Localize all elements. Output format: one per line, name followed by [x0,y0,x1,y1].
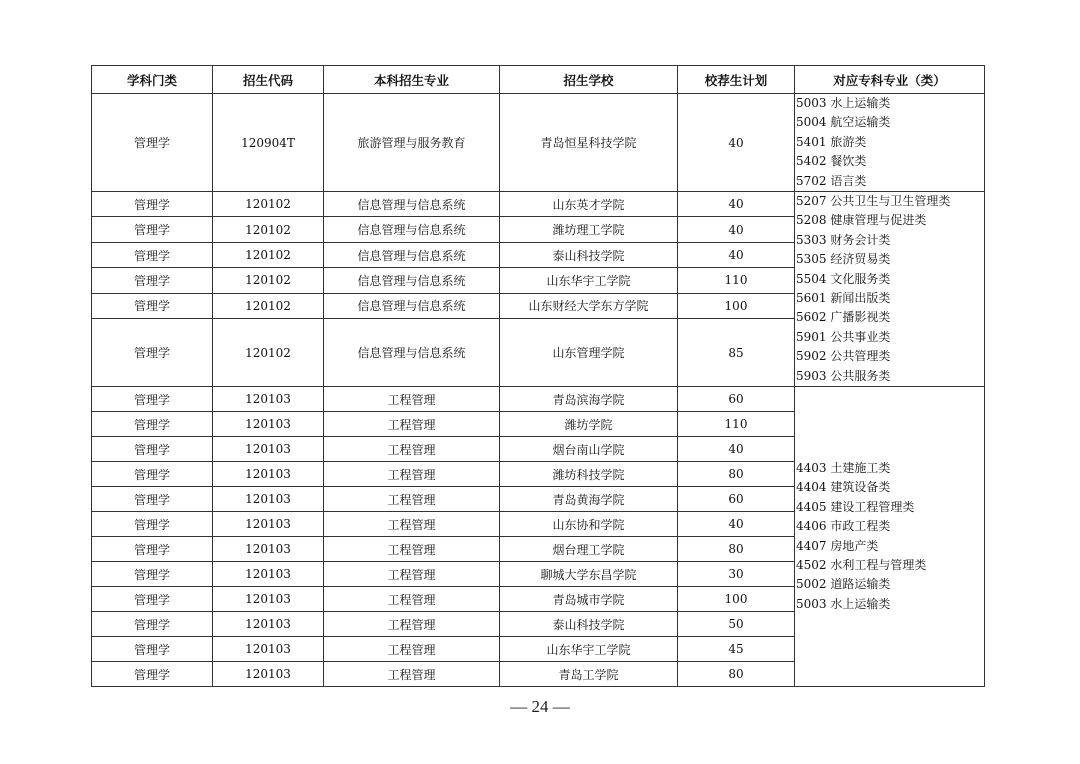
plan-cell: 80 [678,462,795,487]
category-cell: 管理学 [92,192,213,217]
specialty-item: 5303 财务会计类 [796,232,891,247]
specialty-list [796,94,984,191]
category-cell: 管理学 [92,462,213,487]
category-cell: 管理学 [92,487,213,512]
school-cell: 山东协和学院 [500,512,678,537]
major-cell: 信息管理与信息系统 [324,293,500,318]
school-cell: 青岛工学院 [500,662,678,687]
major-cell: 工程管理 [324,512,500,537]
specialty-item: 4406 市政工程类 [796,519,891,534]
code-cell: 120103 [213,587,324,612]
specialty-item: 5003 水上运输类 [796,596,891,611]
category-cell: 管理学 [92,242,213,267]
plan-cell: 45 [678,637,795,662]
school-cell: 聊城大学东昌学院 [500,562,678,587]
major-cell: 工程管理 [324,662,500,687]
plan-cell: 40 [678,242,795,267]
plan-cell: 50 [678,612,795,637]
specialty-list-cell [795,387,985,687]
category-cell: 管理学 [92,437,213,462]
category-cell: 管理学 [92,537,213,562]
specialty-item: 5207 公共卫生与卫生管理类 [796,194,951,209]
school-cell: 山东华宇工学院 [500,268,678,293]
major-cell: 工程管理 [324,387,500,412]
specialty-item: 5002 道路运输类 [796,577,891,592]
specialty-item: 5702 语言类 [796,173,867,188]
school-cell: 山东管理学院 [500,318,678,386]
specialty-item: 5003 水上运输类 [796,96,891,110]
plan-cell: 80 [678,537,795,562]
school-cell: 青岛滨海学院 [500,387,678,412]
code-cell: 120102 [213,293,324,318]
major-cell: 工程管理 [324,437,500,462]
header-cell: 学科门类 [92,66,213,94]
plan-cell: 110 [678,412,795,437]
plan-cell: 85 [678,318,795,386]
table-row [92,387,985,412]
category-cell: 管理学 [92,587,213,612]
category-cell: 管理学 [92,217,213,242]
category-cell: 管理学 [92,94,213,192]
admission-table [91,65,985,687]
header-cell: 本科招生专业 [324,66,500,94]
specialty-item: 4407 房地产类 [796,538,879,553]
major-cell: 工程管理 [324,587,500,612]
code-cell: 120103 [213,612,324,637]
major-cell: 工程管理 [324,537,500,562]
code-cell: 120102 [213,242,324,267]
plan-cell: 40 [678,192,795,217]
specialty-item: 5901 公共事业类 [796,329,891,344]
category-cell: 管理学 [92,387,213,412]
header-cell: 对应专科专业（类） [795,66,985,94]
major-cell: 工程管理 [324,487,500,512]
plan-cell: 40 [678,94,795,192]
major-cell: 信息管理与信息系统 [324,192,500,217]
specialty-item: 5601 新闻出版类 [796,291,891,306]
major-cell: 信息管理与信息系统 [324,242,500,267]
code-cell: 120103 [213,387,324,412]
major-cell: 信息管理与信息系统 [324,217,500,242]
code-cell: 120102 [213,217,324,242]
school-cell: 山东财经大学东方学院 [500,293,678,318]
plan-cell: 110 [678,268,795,293]
plan-cell: 100 [678,587,795,612]
specialty-list [796,459,984,614]
school-cell: 青岛城市学院 [500,587,678,612]
category-cell: 管理学 [92,512,213,537]
school-cell: 泰山科技学院 [500,612,678,637]
category-cell: 管理学 [92,293,213,318]
specialty-item: 5902 公共管理类 [796,349,891,364]
code-cell: 120103 [213,637,324,662]
major-cell: 工程管理 [324,412,500,437]
plan-cell: 60 [678,387,795,412]
code-cell: 120103 [213,437,324,462]
code-cell: 120103 [213,662,324,687]
specialty-item: 5903 公共服务类 [796,368,891,383]
specialty-item: 5401 旅游类 [796,134,867,149]
major-cell: 工程管理 [324,612,500,637]
major-cell: 旅游管理与服务教育 [324,94,500,192]
specialty-item: 5208 健康管理与促进类 [796,213,927,228]
header-cell: 招生代码 [213,66,324,94]
table-row [92,192,985,217]
code-cell: 120103 [213,537,324,562]
plan-cell: 100 [678,293,795,318]
header-row [92,66,985,94]
page-number: — 24 — [510,697,570,716]
specialty-item: 4403 土建施工类 [796,460,891,475]
specialty-item: 5602 广播影视类 [796,310,891,325]
school-cell: 潍坊科技学院 [500,462,678,487]
specialty-list-cell [795,94,985,192]
code-cell: 120103 [213,412,324,437]
plan-cell: 40 [678,512,795,537]
specialty-item: 5305 经济贸易类 [796,252,891,267]
category-cell: 管理学 [92,412,213,437]
school-cell: 青岛恒星科技学院 [500,94,678,192]
plan-cell: 40 [678,437,795,462]
code-cell: 120102 [213,318,324,386]
specialty-item: 5004 航空运输类 [796,115,891,130]
specialty-item: 4404 建筑设备类 [796,480,891,495]
school-cell: 潍坊学院 [500,412,678,437]
major-cell: 工程管理 [324,562,500,587]
table-row [92,94,985,192]
code-cell: 120103 [213,512,324,537]
code-cell: 120103 [213,562,324,587]
code-cell: 120102 [213,192,324,217]
code-cell: 120103 [213,462,324,487]
category-cell: 管理学 [92,318,213,386]
plan-cell: 80 [678,662,795,687]
code-cell: 120102 [213,268,324,293]
school-cell: 潍坊理工学院 [500,217,678,242]
specialty-item: 5402 餐饮类 [796,154,867,169]
specialty-item: 5504 文化服务类 [796,271,891,286]
school-cell: 山东英才学院 [500,192,678,217]
category-cell: 管理学 [92,662,213,687]
school-cell: 泰山科技学院 [500,242,678,267]
header-cell: 校荐生计划 [678,66,795,94]
major-cell: 工程管理 [324,462,500,487]
specialty-item: 4405 建设工程管理类 [796,499,915,514]
code-cell: 120904T [213,94,324,192]
category-cell: 管理学 [92,562,213,587]
school-cell: 青岛黄海学院 [500,487,678,512]
major-cell: 工程管理 [324,637,500,662]
code-cell: 120103 [213,487,324,512]
table-body [92,94,985,687]
header-cell: 招生学校 [500,66,678,94]
school-cell: 烟台理工学院 [500,537,678,562]
plan-cell: 30 [678,562,795,587]
plan-cell: 40 [678,217,795,242]
major-cell: 信息管理与信息系统 [324,318,500,386]
school-cell: 烟台南山学院 [500,437,678,462]
school-cell: 山东华宇工学院 [500,637,678,662]
specialty-list [796,192,984,386]
major-cell: 信息管理与信息系统 [324,268,500,293]
category-cell: 管理学 [92,268,213,293]
category-cell: 管理学 [92,612,213,637]
specialty-list-cell [795,192,985,387]
plan-cell: 60 [678,487,795,512]
specialty-item: 4502 水利工程与管理类 [796,558,927,572]
category-cell: 管理学 [92,637,213,662]
